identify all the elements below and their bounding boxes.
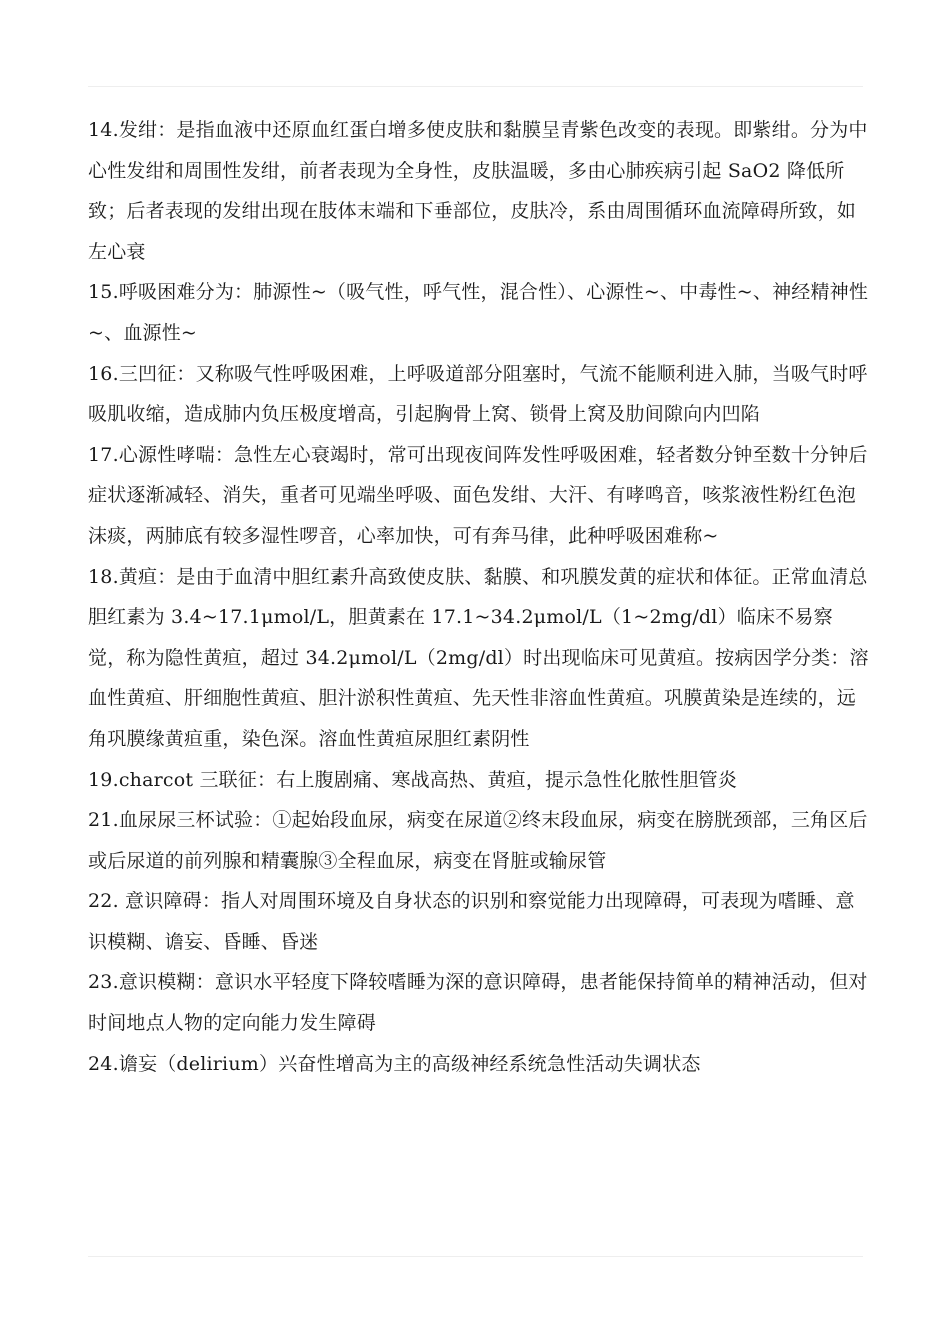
entry-three-cup-test: 21.血尿尿三杯试验：①起始段血尿，病变在尿道②终末段血尿，病变在膀胱颈部，三角区后或后尿道的前列腺和精囊腺③全程血尿，病变在肾脏或输尿管 [88, 809, 868, 872]
entry-dyspnea-types: 15.呼吸困难分为：肺源性~（吸气性，呼气性，混合性）、心源性~、中毒性~、神经精神性~、血源性~ [88, 281, 869, 344]
entry-jaundice: 18.黄疸：是由于血清中胆红素升高致使皮肤、黏膜、和巩膜发黄的症状和体征。正常血清总胆红素为 3.4~17.1μmol/L，胆黄素在 17.1~34.2μmol/L（1~2mg/dl）临床不易察觉，称为隐性黄疸，超过 34.2μmol/L（2mg/dl）时出现临床可见黄疸。按病因学分类：溶血性黄疸、肝细胞性黄疸、胆汁淤积性黄疸、先天性非溶血性黄疸。巩膜黄染是连续的，远角巩膜缘黄疸重，染色深。溶血性黄疸尿胆红素阴性 [88, 565, 869, 750]
document-body [88, 110, 870, 1084]
entry-confusion: 23.意识模糊：意识水平轻度下降较嗜睡为深的意识障碍，患者能保持简单的精神活动，但对时间地点人物的定向能力发生障碍 [88, 971, 868, 1035]
top-divider [88, 86, 863, 87]
bottom-divider [88, 1256, 863, 1257]
entry-delirium: 24.谵妄（delirium）兴奋性增高为主的高级神经系统急性活动失调状态 [88, 1052, 701, 1075]
entry-charcot-triad: 19.charcot 三联征：右上腹剧痛、寒战高热、黄疸，提示急性化脓性胆管炎 [88, 768, 738, 791]
entry-consciousness-disorder: 22. 意识障碍：指人对周围环境及自身状态的识别和察觉能力出现障碍，可表现为嗜睡、意识模糊、谵妄、昏睡、昏迷 [88, 890, 855, 953]
entry-cardiac-asthma: 17.心源性哮喘：急性左心衰竭时，常可出现夜间阵发性呼吸困难，轻者数分钟至数十分钟后症状逐渐减轻、消失，重者可见端坐呼吸、面色发绀、大汗、有哮鸣音，咳浆液性粉红色泡沫痰，两肺底有较多湿性啰音，心率加快，可有奔马律，此种呼吸困难称~ [88, 443, 868, 547]
entry-cyanosis: 14.发绀：是指血液中还原血红蛋白增多使皮肤和黏膜呈青紫色改变的表现。即紫绀。分为中心性发绀和周围性发绀，前者表现为全身性，皮肤温暖，多由心肺疾病引起 SaO2 降低所致；后者表现的发绀出现在肢体末端和下垂部位，皮肤冷，系由周围循环血流障碍所致，如左心衰 [88, 119, 868, 263]
entry-three-depression-sign: 16.三凹征：又称吸气性呼吸困难，上呼吸道部分阻塞时，气流不能顺利进入肺，当吸气时呼吸肌收缩，造成肺内负压极度增高，引起胸骨上窝、锁骨上窝及肋间隙向内凹陷 [88, 362, 868, 426]
